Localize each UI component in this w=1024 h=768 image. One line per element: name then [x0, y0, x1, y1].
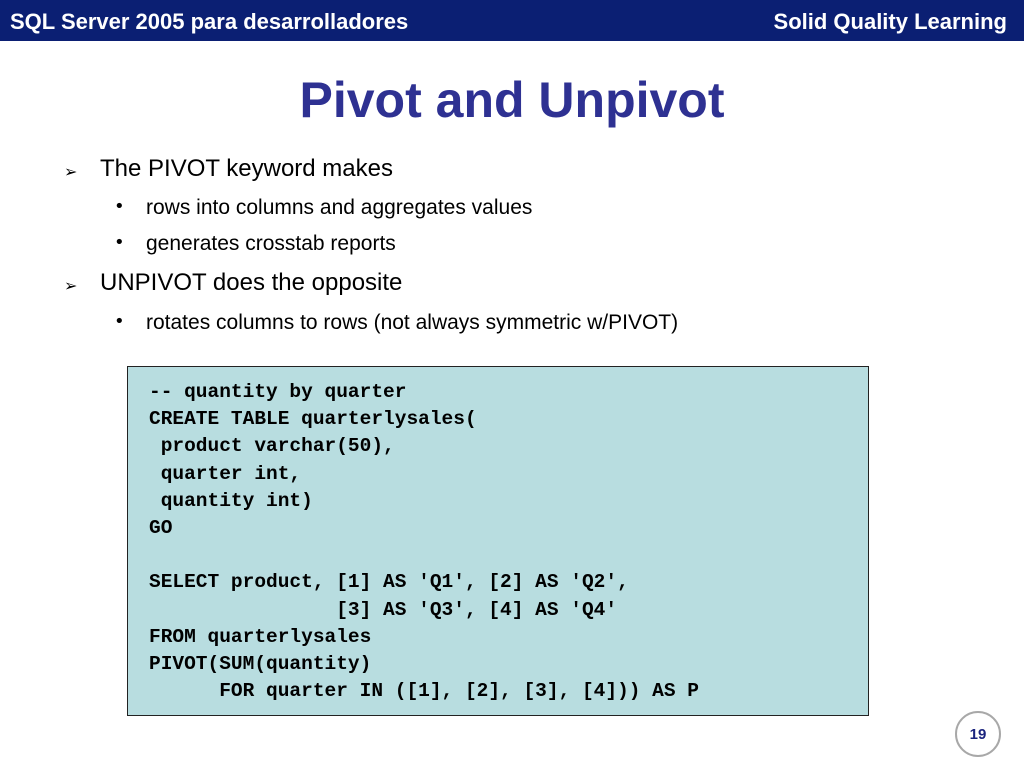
arrowhead-bullet-icon: ➢: [64, 162, 78, 181]
slide-header-bar: [0, 0, 1024, 41]
slide-title: Pivot and Unpivot: [299, 72, 725, 128]
code-line: CREATE TABLE quarterlysales(: [149, 408, 477, 431]
dot-bullet-icon: •: [114, 232, 125, 253]
code-line: quarter int,: [149, 462, 302, 485]
code-line: -- quantity by quarter: [149, 381, 407, 403]
code-line: FOR quarter IN ([1], [2], [3], [4])) AS P: [149, 680, 699, 703]
code-line: GO: [149, 517, 173, 540]
code-line-blank: [149, 542, 699, 569]
sub-bullet-item: rows into columns and aggregates values: [146, 196, 533, 219]
page-number: 19: [969, 725, 987, 743]
sql-code: [149, 379, 699, 705]
page-number-badge: [955, 711, 1001, 757]
code-line: product varchar(50),: [149, 435, 395, 458]
dot-bullet-icon: •: [114, 196, 125, 217]
arrowhead-bullet-icon: ➢: [64, 276, 78, 295]
code-line: FROM quarterlysales: [149, 625, 372, 648]
code-line: quantity int): [149, 489, 313, 512]
dot-bullet-icon: •: [114, 311, 125, 332]
code-line: [3] AS 'Q3', [4] AS 'Q4': [149, 598, 618, 621]
code-line: PIVOT(SUM(quantity): [149, 653, 372, 676]
header-company-name: Solid Quality Learning: [773, 9, 1007, 34]
header-course-title: SQL Server 2005 para desarrolladores: [10, 9, 409, 34]
sub-bullet-item: generates crosstab reports: [146, 232, 396, 255]
bullet-item: UNPIVOT does the opposite: [100, 269, 403, 296]
sub-bullet-item: rotates columns to rows (not always symmetric w/PIVOT): [146, 311, 679, 334]
bullet-item: The PIVOT keyword makes: [100, 155, 393, 182]
sql-code-box: [127, 366, 869, 716]
code-line: SELECT product, [1] AS 'Q1', [2] AS 'Q2',: [149, 571, 629, 594]
